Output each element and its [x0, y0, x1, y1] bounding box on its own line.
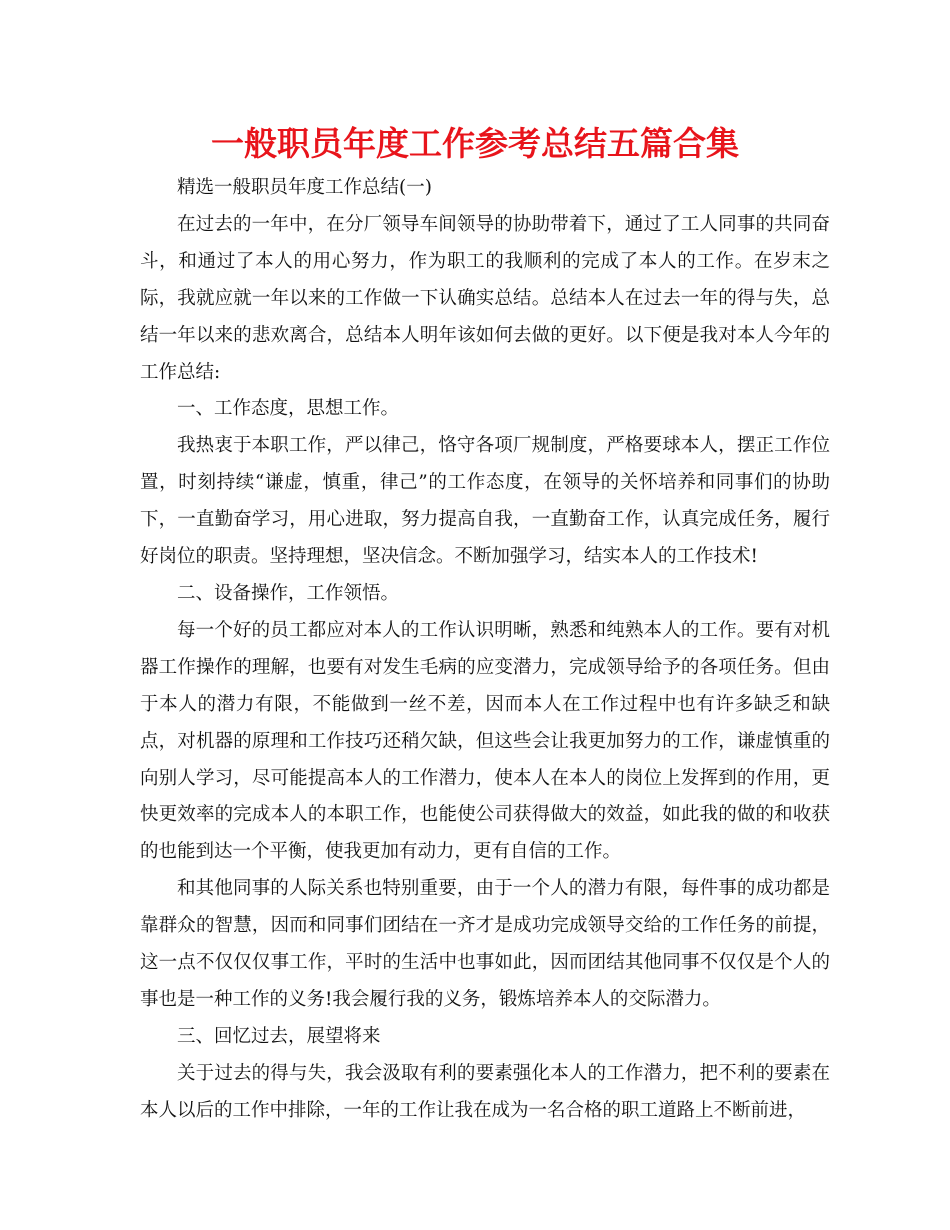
document-body — [140, 170, 830, 1130]
paragraph-intro: 在过去的一年中，在分厂领导车间领导的协助带着下，通过了工人同事的共同奋斗，和通过了本人的用心努力，作为职工的我顺利的完成了本人的工作。在岁末之际，我就应就一年以来的工作做一下认确实总结。总结本人在过去一年的得与失，总结一年以来的悲欢离合，总结本人明年该如何去做的更好。以下便是我对本人今年的工作总结: — [140, 213, 830, 383]
subheading-review: 三、回忆过去，展望将来 — [177, 1025, 381, 1047]
paragraph-equipment: 每一个好的员工都应对本人的工作认识明晰，熟悉和纯熟本人的工作。要有对机器工作操作的理解，也要有对发生毛病的应变潜力，完成领导给予的各项任务。但由于本人的潜力有限，不能做到一丝不差，因而本人在工作过程中也有许多缺乏和缺点，对机器的原理和工作技巧还稍欠缺，但这些会让我更加努力的工作，谦虚慎重的向别人学习，尽可能提高本人的工作潜力，使本人在本人的岗位上发挥到的作用，更快更效率的完成本人的本职工作，也能使公司获得做大的效益，如此我的做的和收获的也能到达一个平衡，使我更加有动力，更有自信的工作。 — [140, 619, 830, 863]
subheading-attitude: 一、工作态度，思想工作。 — [177, 398, 400, 420]
subheading-equipment: 二、设备操作，工作领悟。 — [177, 582, 400, 604]
paragraph-attitude: 我热衷于本职工作，严以律己，恪守各项厂规制度，严格要球本人，摆正工作位置，时刻持续“谦虚，慎重，律己”的工作态度，在领导的关怀培养和同事们的协助下，一直勤奋学习，用心进取，努力提高自我，一直勤奋工作，认真完成任务，履行好岗位的职责。坚持理想，坚决信念。不断加强学习，结实本人的工作技术! — [140, 435, 830, 568]
paragraph-review: 关于过去的得与失，我会汲取有利的要素强化本人的工作潜力，把不利的要素在本人以后的工作中排除，一年的工作让我在成为一名合格的职工道路上不断前进， — [140, 1062, 830, 1121]
document-title: 一般职员年度工作参考总结五篇合集 — [211, 124, 739, 163]
section-heading-1: 精选一般职员年度工作总结(一) — [177, 177, 432, 198]
paragraph-relations: 和其他同事的人际关系也特别重要，由于一个人的潜力有限，每件事的成功都是靠群众的智慧，因而和同事们团结在一齐才是成功完成领导交给的工作任务的前提，这一点不仅仅仅事工作，平时的生活中也事如此，因而团结其他同事不仅仅是个人的事也是一种工作的义务!我会履行我的义务，锻炼培养本人的交际潜力。 — [140, 878, 830, 1010]
